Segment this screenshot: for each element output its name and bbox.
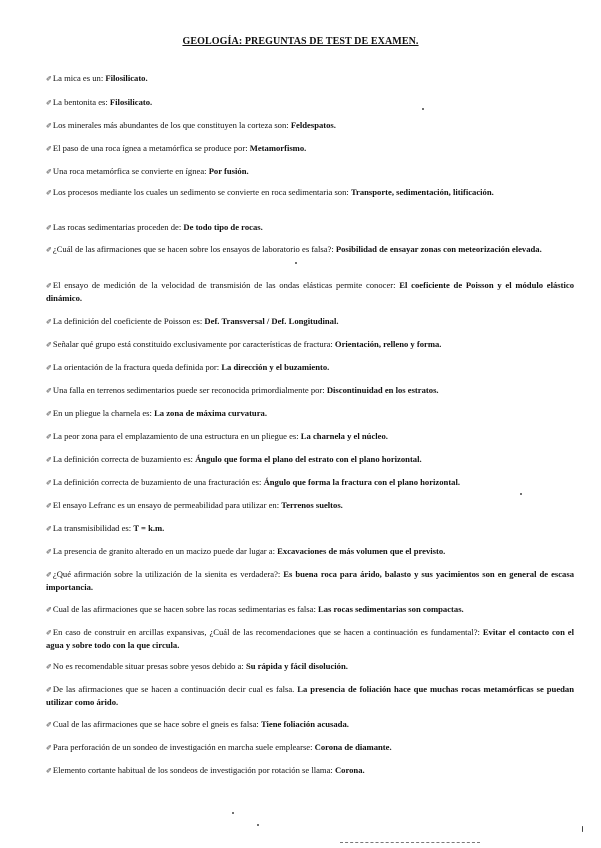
- pencil-icon: ✐: [46, 122, 52, 130]
- pencil-icon: ✐: [46, 456, 52, 464]
- pencil-icon: ✐: [46, 224, 52, 232]
- question-text: La peor zona para el emplazamiento de una estructura en un pliegue es:: [52, 431, 301, 441]
- answer-text: Excavaciones de más volumen que el previsto.: [277, 546, 446, 556]
- pencil-icon: ✐: [46, 364, 52, 372]
- question-item: [46, 430, 574, 443]
- question-item: [46, 338, 574, 351]
- pencil-icon: ✐: [46, 767, 52, 775]
- question-item: [46, 361, 574, 374]
- scan-speck: [520, 493, 522, 495]
- pencil-icon: ✐: [46, 168, 52, 176]
- answer-text: Terrenos sueltos.: [281, 500, 343, 510]
- question-text: Los procesos mediante los cuales un sedimento se convierte en roca sedimentaria son:: [52, 187, 351, 197]
- question-item: [46, 407, 574, 420]
- question-item: [46, 243, 574, 256]
- answer-text: Corona de diamante.: [314, 742, 392, 752]
- question-text: Una falla en terrenos sedimentarios puede ser reconocida primordialmente por:: [52, 385, 327, 395]
- question-text: Una roca metamórfica se convierte en ígnea:: [52, 166, 209, 176]
- answer-text: Orientación, relleno y forma.: [334, 339, 442, 349]
- pencil-icon: ✐: [46, 629, 52, 637]
- answer-text: Las rocas sedimentarias son compactas.: [318, 604, 464, 614]
- pencil-icon: ✐: [46, 410, 52, 418]
- question-item: [46, 119, 574, 132]
- question-text: Cual de las afirmaciones que se hacen sobre las rocas sedimentarias es falsa:: [52, 604, 318, 614]
- pencil-icon: ✐: [46, 571, 52, 579]
- answer-text: Ángulo que forma el plano del estrato con el plano horizontal.: [195, 454, 422, 464]
- question-text: Las rocas sedimentarias proceden de:: [52, 222, 184, 232]
- question-text: La definición correcta de buzamiento es:: [52, 454, 196, 464]
- answer-text: La presencia de foliación hace que muchas rocas metamórficas se puedan utilizar como árido.: [46, 684, 574, 707]
- question-text: De las afirmaciones que se hacen a continuación decir cual es falsa.: [52, 684, 298, 694]
- scan-speck: [257, 824, 259, 826]
- question-text: Los minerales más abundantes de los que constituyen la corteza son:: [52, 120, 291, 130]
- answer-text: Posibilidad de ensayar zonas con meteorización elevada.: [335, 244, 542, 254]
- pencil-icon: ✐: [46, 282, 52, 290]
- question-item: [46, 660, 574, 673]
- question-item: [46, 741, 574, 754]
- pencil-icon: ✐: [46, 433, 52, 441]
- pencil-icon: ✐: [46, 686, 52, 694]
- question-item: [46, 476, 574, 489]
- pencil-icon: ✐: [46, 606, 52, 614]
- question-item: [46, 315, 574, 328]
- answer-text: La dirección y el buzamiento.: [221, 362, 330, 372]
- question-item: [46, 279, 574, 304]
- question-item: [46, 186, 574, 199]
- pencil-icon: ✐: [46, 189, 52, 197]
- question-item: [46, 499, 574, 512]
- question-text: La bentonita es:: [52, 97, 110, 107]
- pencil-icon: ✐: [46, 721, 52, 729]
- answer-text: Ángulo que forma la fractura con el plano horizontal.: [263, 477, 461, 487]
- question-item: [46, 764, 574, 777]
- question-item: [46, 522, 574, 535]
- question-item: [46, 142, 574, 155]
- question-text: La orientación de la fractura queda definida por:: [52, 362, 222, 372]
- answer-text: Tiene foliación acusada.: [260, 719, 349, 729]
- pencil-icon: ✐: [46, 75, 52, 83]
- page-title: GEOLOGÍA: PREGUNTAS DE TEST DE EXAMEN.: [182, 36, 419, 47]
- question-item: [46, 221, 574, 234]
- question-text: Elemento cortante habitual de los sondeos de investigación por rotación se llama:: [52, 765, 335, 775]
- question-text: En caso de construir en arcillas expansivas, ¿Cuál de las recomendaciones que se hacen a continuación es fundamental?:: [52, 627, 483, 637]
- question-item: [46, 165, 574, 178]
- answer-text: Es buena roca para árido, balasto y sus yacimientos son en general de escasa importancia.: [46, 569, 574, 592]
- answer-text: Evitar el contacto con el agua y sobre todo con la que circula.: [46, 627, 574, 650]
- question-text: El ensayo de medición de la velocidad de transmisión de las ondas elásticas permite conocer:: [52, 280, 400, 290]
- answer-text: La charnela y el núcleo.: [300, 431, 388, 441]
- scan-speck: [582, 826, 583, 832]
- question-item: [46, 453, 574, 466]
- question-text: ¿Qué afirmación sobre la utilización de la sienita es verdadera?:: [52, 569, 284, 579]
- answer-text: Metamorfismo.: [249, 143, 307, 153]
- pencil-icon: ✐: [46, 318, 52, 326]
- question-text: La mica es un:: [52, 73, 106, 83]
- question-item: [46, 384, 574, 397]
- question-item: [46, 683, 574, 708]
- answer-text: Transporte, sedimentación, litificación.: [350, 187, 494, 197]
- answer-text: Corona.: [334, 765, 365, 775]
- answer-text: Def. Transversal / Def. Longitudinal.: [204, 316, 339, 326]
- question-text: No es recomendable situar presas sobre yesos debido a:: [52, 661, 246, 671]
- question-text: Cual de las afirmaciones que se hace sobre el gneis es falsa:: [52, 719, 261, 729]
- answer-text: De todo tipo de rocas.: [183, 222, 263, 232]
- question-item: [46, 72, 574, 85]
- pencil-icon: ✐: [46, 502, 52, 510]
- question-item: [46, 545, 574, 558]
- question-text: Para perforación de un sondeo de investigación en marcha suele emplearse:: [52, 742, 315, 752]
- answer-text: El coeficiente de Poisson y el módulo elástico dinámico.: [46, 280, 575, 303]
- pencil-icon: ✐: [46, 663, 52, 671]
- answer-text: Feldespatos.: [290, 120, 336, 130]
- answer-text: Discontinuidad en los estratos.: [326, 385, 439, 395]
- scan-speck: [422, 108, 424, 110]
- question-item: [46, 96, 574, 109]
- pencil-icon: ✐: [46, 145, 52, 153]
- scan-speck: [232, 812, 234, 814]
- answer-text: Por fusión.: [208, 166, 249, 176]
- question-item: [46, 626, 574, 651]
- question-text: La presencia de granito alterado en un macizo puede dar lugar a:: [52, 546, 278, 556]
- question-text: La definición correcta de buzamiento de una fracturación es:: [52, 477, 264, 487]
- pencil-icon: ✐: [46, 341, 52, 349]
- answer-text: La zona de máxima curvatura.: [154, 408, 267, 418]
- pencil-icon: ✐: [46, 246, 52, 254]
- question-text: En un pliegue la charnela es:: [52, 408, 155, 418]
- question-text: El paso de una roca ígnea a metamórfica se produce por:: [52, 143, 250, 153]
- pencil-icon: ✐: [46, 744, 52, 752]
- pencil-icon: ✐: [46, 548, 52, 556]
- answer-text: Filosilicato.: [105, 73, 148, 83]
- answer-text: T = k.m.: [133, 523, 165, 533]
- question-text: La definición del coeficiente de Poisson es:: [52, 316, 205, 326]
- question-item: [46, 718, 574, 731]
- question-item: [46, 603, 574, 616]
- question-item: [46, 568, 574, 593]
- answer-text: Su rápida y fácil disolución.: [245, 661, 348, 671]
- pencil-icon: ✐: [46, 387, 52, 395]
- pencil-icon: ✐: [46, 525, 52, 533]
- question-text: La transmisibilidad es:: [52, 523, 134, 533]
- pencil-icon: ✐: [46, 99, 52, 107]
- pencil-icon: ✐: [46, 479, 52, 487]
- question-text: El ensayo Lefranc es un ensayo de permeabilidad para utilizar en:: [52, 500, 282, 510]
- question-text: Señalar qué grupo está constituido exclusivamente por características de fractura:: [52, 339, 335, 349]
- answer-text: Filosilicato.: [109, 97, 153, 107]
- scan-speck: [295, 262, 297, 264]
- question-text: ¿Cuál de las afirmaciones que se hacen sobre los ensayos de laboratorio es falsa?:: [52, 244, 336, 254]
- scan-artifact-line: [340, 842, 480, 844]
